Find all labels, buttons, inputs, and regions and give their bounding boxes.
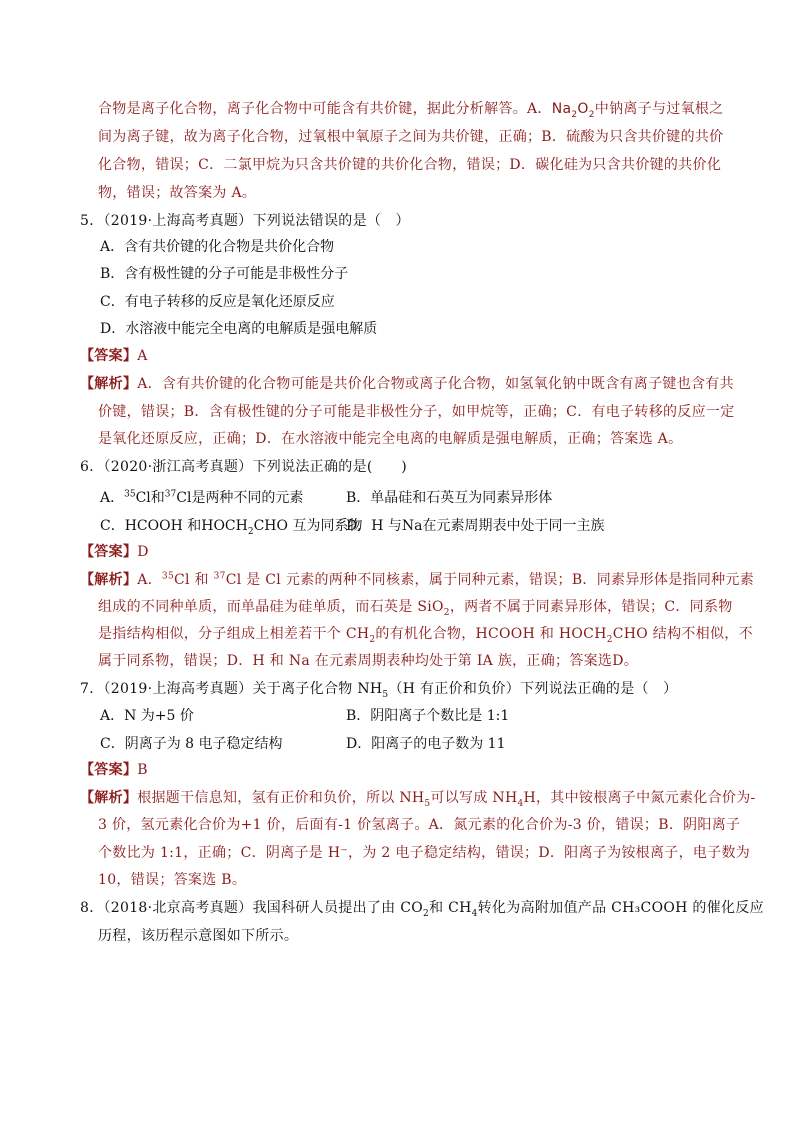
q5-option-d: D．水溶液中能完全电离的电解质是强电解质 [100, 321, 378, 337]
formula-na2o2: $Na_2O_2$ [551, 101, 595, 120]
q6-analysis-line-2: 组成的不同种单质，而单晶硅为硅单质，而石英是 SiO$_2$，两者不属于同素异形体，错误；C．同系物 [98, 599, 733, 618]
q6-option-d: D．H 与Na在元素周期表中处于同一主族 [346, 518, 605, 534]
q6-option-b: B．单晶硅和石英互为同素异形体 [346, 490, 553, 506]
intro-text: 合物是离子化合物，离子化合物中可能含有共价键，据此分析解答。A． [98, 101, 552, 117]
intro-line-3: 化合物，错误；C．二氯甲烷为只含共价键的共价化合物，错误；D．碳化硅为只含共价键的共价化 [98, 157, 722, 173]
question-8-stem-line-2: 历程，该历程示意图如下所示。 [98, 928, 299, 944]
q7-option-a: A．N 为+5 价 [100, 708, 194, 724]
q5-analysis-line-3: 是氧化还原反应，正确；D．在水溶液中能完全电离的电解质是强电解质，正确；答案选 A。 [98, 431, 683, 447]
question-8-stem: 8．（2018·北京高考真题）我国科研人员提出了由 $CO_2$和 $CH_4$转化为高附加值产品 CH₃COOH 的催化反应 [80, 900, 764, 919]
q7-option-b: B．阴阳离子个数比是 1:1 [346, 708, 510, 724]
q5-option-a: A．含有共价键的化合物是共价化合物 [100, 239, 335, 255]
intro-line-1: 合物是离子化合物，离子化合物中可能含有共价键，据此分析解答。A．$Na_2O_2$中钠离子与过氧根之 [98, 101, 724, 120]
q7-analysis-line-1: 【解析】根据题干信息知，氢有正价和负价，所以 $NH_5$可以写成 $NH_4H$，其中铵根离子中氮元素化合价为- [80, 790, 756, 809]
q5-option-b: B．含有极性键的分子可能是非极性分子 [100, 266, 349, 282]
question-7-stem: 7．（2019·上海高考真题）关于离子化合物 $NH_5(H$ 有正价和负价）下列说法正确的是（ ） [80, 681, 678, 700]
intro-line-2: 间为离子键，故为离子化合物，过氧根中氧原子之间为共价键，正确；B．硫酸为只含共价键的共价 [98, 129, 724, 145]
q6-option-c: C．HCOOH 和$HOCH_2CHO$ 互为同系物 [100, 518, 363, 537]
q7-analysis-line-4: 10，错误；答案选 B。 [98, 872, 247, 888]
q7-analysis-line-3: 个数比为 1:1，正确；C．阴离子是 H⁻，为 2 电子稳定结构，错误；D．阳离子为铵根离子，电子数为 [98, 845, 751, 861]
q7-option-c: C．阴离子为 8 电子稳定结构 [100, 736, 283, 752]
q6-answer: 【答案】D [80, 544, 149, 560]
q6-option-a: A．$^{35}$Cl和$^{37}$Cl是两种不同的元素 [100, 489, 304, 506]
q5-analysis-line-2: 价键，错误；B．含有极性键的分子可能是非极性分子，如甲烷等，正确；C．有电子转移的反应一定 [98, 404, 735, 420]
intro-line-4: 物，错误；故答案为 A。 [98, 185, 257, 201]
q7-answer: 【答案】B [80, 762, 148, 778]
q7-analysis-line-2: 3 价，氢元素化合价为+1 价，后面有-1 价氢离子。A．氮元素的化合价为-3 价，错误；B．阴阳离子 [98, 817, 741, 833]
question-6-stem: 6．（2020·浙江高考真题）下列说法正确的是( ) [80, 459, 408, 475]
q7-option-d: D．阳离子的电子数为 11 [346, 736, 506, 752]
q6-analysis-line-3: 是指结构相似，分子组成上相差若干个 $CH_2$的有机化合物，HCOOH 和 $HOCH_2CHO$ 结构不相似，不 [98, 626, 753, 645]
q5-analysis-line-1: 【解析】A．含有共价键的化合物可能是共价化合物或离子化合物，如氢氧化钠中既含有离子键也含有共 [80, 376, 734, 392]
q5-answer: 【答案】A [80, 348, 148, 364]
question-5-stem: 5．（2019·上海高考真题）下列说法错误的是（ ） [80, 213, 410, 229]
q6-analysis-line-4: 属于同系物，错误；D．H 和 Na 在元素周期表种均处于第 IA 族，正确；答案选D。 [98, 653, 639, 669]
q5-option-c: C．有电子转移的反应是氧化还原反应 [100, 294, 335, 310]
q6-analysis-line-1: 【解析】A．$^{35}$Cl 和 $^{37}$Cl 是 Cl 元素的两种不同核素，属于同种元素，错误；B．同素异形体是指同种元素 [80, 571, 755, 588]
